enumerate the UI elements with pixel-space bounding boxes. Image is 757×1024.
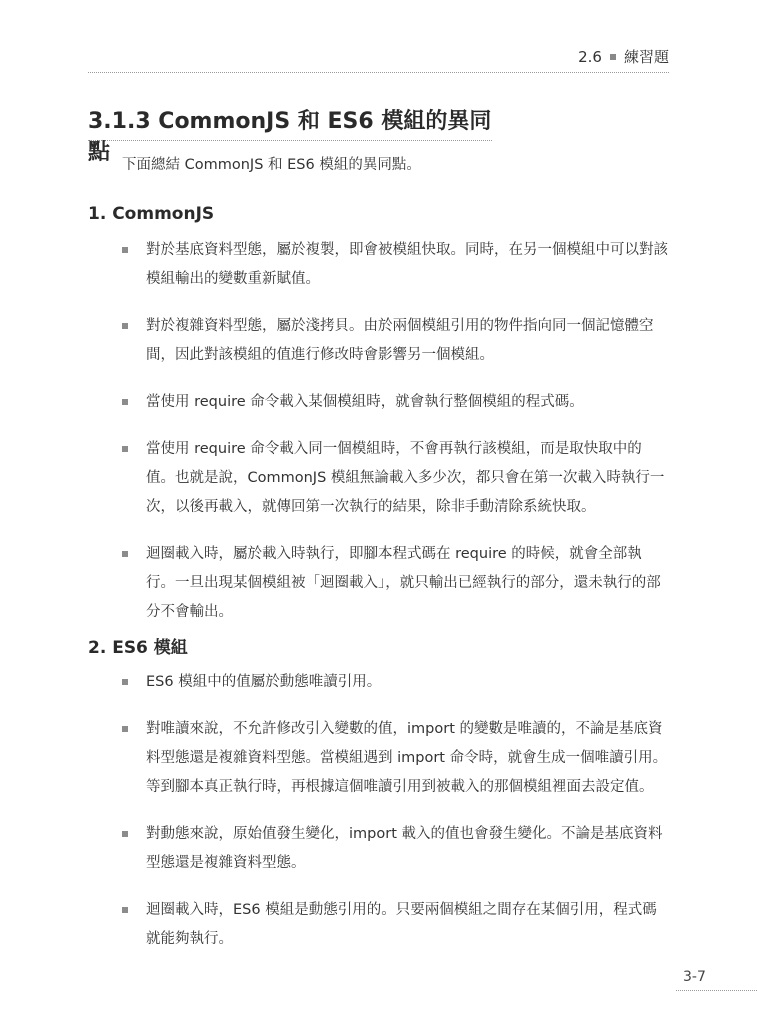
es6-heading: 2. ES6 模組 — [88, 638, 188, 658]
bullet-square-icon — [122, 323, 128, 329]
bullet-square-icon — [122, 831, 128, 837]
list-item-text: 對於基底資料型態，屬於複製，即會被模組快取。同時，在另一個模組中可以對該模組輸出的變數重新賦值。 — [146, 242, 668, 287]
commonjs-heading: 1. CommonJS — [88, 204, 215, 224]
list-item — [122, 896, 670, 954]
bullet-square-icon — [122, 247, 128, 253]
header-section-title: 練習題 — [623, 48, 669, 66]
list-item — [122, 236, 670, 294]
list-item-text: 對唯讀來說，不允許修改引入變數的值，import 的變數是唯讀的，不論是基底資料型態還是複雜資料型態。當模組遇到 import 命令時，就會生成一個唯讀引用。等到腳本真正執行時，再根據這個唯讀引用到被載入的那個模組裡面去設定值。 — [146, 721, 668, 795]
list-item — [122, 540, 670, 627]
page-number: 3-7 — [683, 969, 706, 985]
section-title: 3.1.3 CommonJS 和 ES6 模組的異同點 — [88, 104, 492, 141]
bullet-square-icon — [122, 399, 128, 405]
list-item-text: 當使用 require 命令載入某個模組時，就會執行整個模組的程式碼。 — [146, 394, 584, 410]
bullet-square-icon — [122, 679, 128, 685]
list-item-text: 對動態來說，原始值發生變化，import 載入的值也會發生變化。不論是基底資料型態還是複雜資料型態。 — [146, 826, 663, 871]
bullet-square-icon — [122, 551, 128, 557]
running-header — [88, 40, 669, 73]
commonjs-list — [122, 236, 670, 645]
list-item — [122, 312, 670, 370]
list-item-text: 當使用 require 命令載入同一個模組時，不會再執行該模組，而是取快取中的值。也就是說，CommonJS 模組無論載入多少次，都只會在第一次載入時執行一次，以後再載入，就傳回第一次執行的結果，除非手動清除系統快取。 — [146, 441, 665, 515]
list-item-text: 迴圈載入時，屬於載入時執行，即腳本程式碼在 require 的時候，就會全部執行。一旦出現某個模組被「迴圈載入」，就只輸出已經執行的部分，還未執行的部分不會輸出。 — [146, 546, 661, 620]
list-item-text: ES6 模組中的值屬於動態唯讀引用。 — [146, 674, 382, 690]
list-item — [122, 435, 670, 522]
bullet-square-icon — [122, 446, 128, 452]
bullet-square-icon — [122, 726, 128, 732]
list-item — [122, 668, 670, 697]
bullet-square-icon — [122, 907, 128, 913]
footer-divider — [676, 990, 757, 991]
es6-list — [122, 668, 670, 972]
list-item — [122, 715, 670, 802]
running-header-text — [578, 46, 669, 67]
header-square-icon — [610, 54, 616, 60]
list-item — [122, 388, 670, 417]
header-section-number: 2.6 — [578, 47, 602, 66]
list-item — [122, 820, 670, 878]
intro-paragraph: 下面總結 CommonJS 和 ES6 模組的異同點。 — [122, 157, 421, 173]
list-item-text: 迴圈載入時，ES6 模組是動態引用的。只要兩個模組之間存在某個引用，程式碼就能夠執行。 — [146, 902, 657, 947]
list-item-text: 對於複雜資料型態，屬於淺拷貝。由於兩個模組引用的物件指向同一個記憶體空間，因此對該模組的值進行修改時會影響另一個模組。 — [146, 318, 654, 363]
